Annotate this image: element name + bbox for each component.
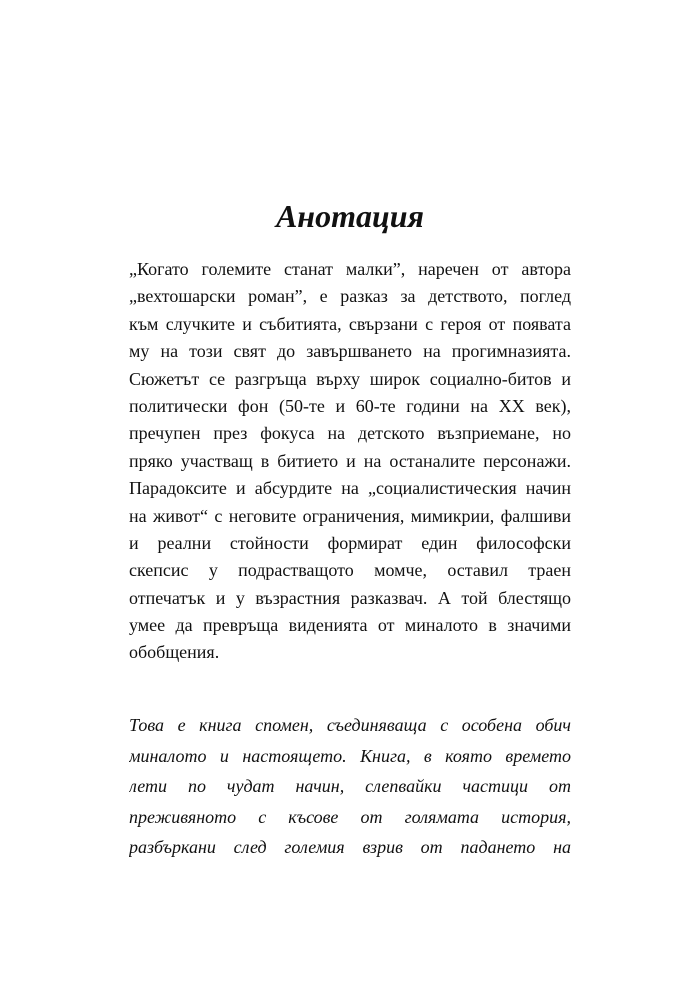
text-line: на живот“ с неговите ограничения, мимикрии, фалшиви <box>129 505 571 526</box>
text-line: „Когато големите станат малки”, наречен от автора <box>129 259 571 279</box>
text-line: Това е книга спомен, съединяваща с особена обич <box>129 715 571 735</box>
text-line: миналото и настоящето. Книга, в която времето <box>129 745 571 766</box>
text-line: му на този свят до завършването на прогимназията. <box>129 341 571 362</box>
text-line: Сюжетът се разгръща върху широк социално-битов и <box>129 368 571 389</box>
text-line: към случките и събитията, свързани с героя от появата <box>129 313 571 334</box>
text-line: отпечатък и у възрастния разказвач. А той блестящо <box>129 587 571 608</box>
text-line: лети по чудат начин, слепвайки частици от <box>129 776 571 796</box>
text-line: обобщения. <box>129 642 220 663</box>
text-line: „вехтошарски роман”, е разказ за детството, поглед <box>129 286 571 307</box>
text-line: и реални стойности формират един философски <box>129 532 571 553</box>
page-title: Анотация <box>275 198 425 234</box>
text-line: пречупен през фокуса на детското възприемане, но <box>129 423 571 444</box>
annotation-paragraph-2 <box>129 710 571 863</box>
text-line: скепсис у подрастващото момче, оставил траен <box>129 560 571 581</box>
text-line: умее да превръща виденията от миналото в значими <box>129 615 571 636</box>
text-line: преживяното с късове от голямата история, <box>129 806 571 827</box>
text-line: разбъркани след големия взрив от падането на <box>129 837 571 857</box>
annotation-paragraph-1 <box>129 256 571 667</box>
text-line: пряко участващ в битието и на останалите персонажи. <box>129 450 571 471</box>
text-line: Парадоксите и абсурдите на „социалистическия начин <box>129 478 571 499</box>
text-line: политически фон (50-те и 60-те години на XX век), <box>129 395 571 416</box>
